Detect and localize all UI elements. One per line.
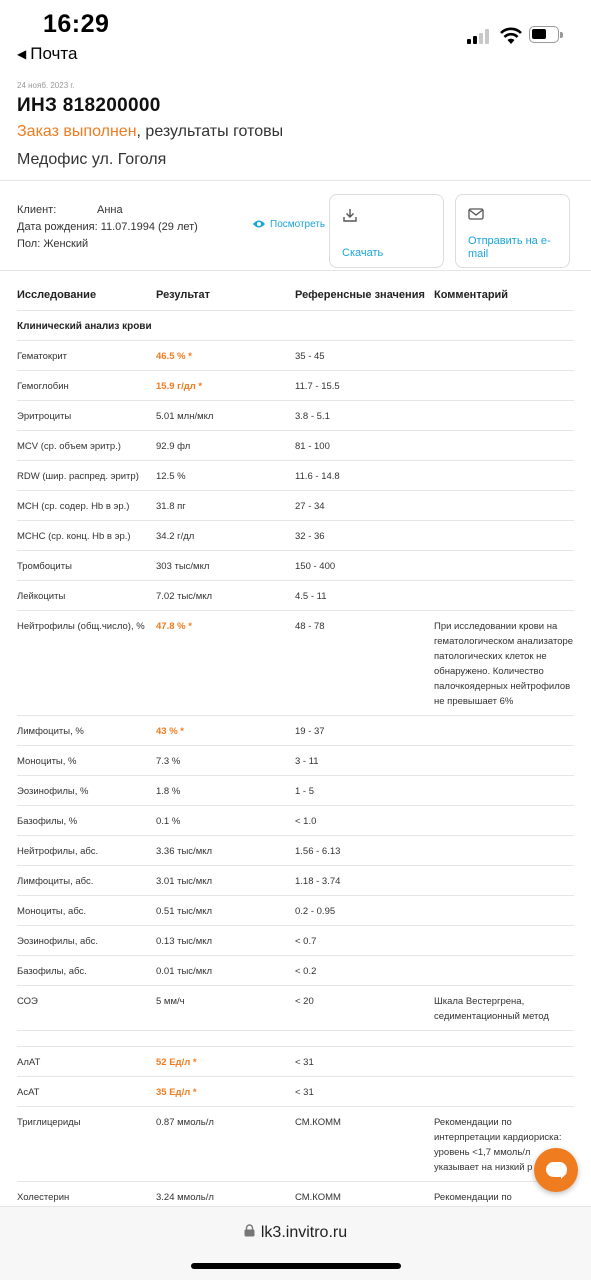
client-name-label: Клиент: — [17, 204, 57, 216]
cell-test-name: Тромбоциты — [17, 561, 72, 572]
cell-reference: < 1.0 — [295, 816, 317, 827]
client-info — [17, 202, 198, 253]
cell-result: 12.5 % — [156, 471, 186, 482]
table-row — [17, 1106, 574, 1181]
order-status — [17, 123, 283, 141]
cell-reference: 35 - 45 — [295, 351, 325, 362]
cell-result: 35 Ед/л * — [156, 1087, 197, 1098]
table-row — [17, 340, 574, 370]
status-time: 16:29 — [43, 10, 110, 38]
cell-result: 1.8 % — [156, 786, 181, 797]
signal-icon — [467, 28, 493, 44]
header-comment: Комментарий — [434, 289, 509, 301]
cell-reference: СМ.КОММ — [295, 1192, 341, 1203]
cell-result: 7.02 тыс/мкл — [156, 591, 213, 602]
header-test: Исследование — [17, 289, 97, 301]
cell-test-name: Эритроциты — [17, 411, 72, 422]
table-row — [17, 580, 574, 610]
back-arrow-icon: ◀ — [17, 47, 27, 61]
table-row — [17, 805, 574, 835]
order-status-highlight: Заказ выполнен — [17, 123, 137, 140]
table-row — [17, 985, 574, 1030]
divider — [17, 310, 574, 311]
url-display[interactable] — [0, 1224, 591, 1242]
cell-test-name: MCH (ср. содер. Hb в эр.) — [17, 501, 130, 512]
cell-result: 0.13 тыс/мкл — [156, 936, 213, 947]
cell-reference: 4.5 - 11 — [295, 591, 327, 602]
home-indicator[interactable] — [191, 1263, 401, 1269]
cell-test-name: Лимфоциты, абс. — [17, 876, 94, 887]
results-table — [17, 340, 574, 1209]
table-row — [17, 1181, 574, 1209]
cell-test-name: Моноциты, % — [17, 756, 77, 767]
table-row — [17, 490, 574, 520]
cell-reference: < 20 — [295, 996, 314, 1007]
cell-test-name: MCHC (ср. конц. Hb в эр.) — [17, 531, 131, 542]
table-row — [17, 370, 574, 400]
cell-reference: 0.2 - 0.95 — [295, 906, 336, 917]
preview-link[interactable] — [252, 219, 325, 230]
cell-test-name: СОЭ — [17, 996, 38, 1007]
cell-reference: 11.6 - 14.8 — [295, 471, 340, 482]
cell-test-name: АлАТ — [17, 1057, 41, 1068]
cell-result: 0.87 ммоль/л — [156, 1117, 214, 1128]
cell-test-name: Триглицериды — [17, 1117, 81, 1128]
preview-label: Посмотреть — [270, 219, 326, 230]
table-gap — [17, 1030, 574, 1046]
cell-comment: Шкала Вестергрена, седиментационный метод — [434, 996, 549, 1022]
table-row — [17, 775, 574, 805]
download-label: Скачать — [342, 247, 384, 259]
cell-result: 303 тыс/мкл — [156, 561, 210, 572]
cell-test-name: Нейтрофилы (общ.число), % — [17, 621, 145, 632]
cell-result: 3.01 тыс/мкл — [156, 876, 213, 887]
cell-test-name: Базофилы, % — [17, 816, 78, 827]
cell-result: 0.51 тыс/мкл — [156, 906, 213, 917]
section-title: Клинический анализ крови — [17, 321, 152, 332]
client-birth: Дата рождения: 11.07.1994 (29 лет) — [17, 221, 198, 233]
cell-test-name: Холестерин — [17, 1192, 70, 1203]
cell-result: 47.8 % * — [156, 621, 192, 632]
cell-test-name: АсАТ — [17, 1087, 40, 1098]
cell-reference: 1 - 5 — [295, 786, 315, 797]
cell-reference: 1.18 - 3.74 — [295, 876, 341, 887]
cell-result: 3.24 ммоль/л — [156, 1192, 214, 1203]
table-row — [17, 550, 574, 580]
cell-reference: 19 - 37 — [295, 726, 325, 737]
cell-result: 0.1 % — [156, 816, 181, 827]
lock-icon — [244, 1224, 255, 1237]
table-row — [17, 1076, 574, 1106]
table-row — [17, 955, 574, 985]
cell-test-name: Лимфоциты, % — [17, 726, 84, 737]
cell-reference: 3 - 11 — [295, 756, 319, 767]
send-email-button[interactable] — [455, 194, 570, 268]
cell-result: 5 мм/ч — [156, 996, 185, 1007]
table-row — [17, 430, 574, 460]
cell-reference: 150 - 400 — [295, 561, 336, 572]
table-row — [17, 925, 574, 955]
header-reference: Референсные значения — [295, 289, 425, 301]
order-number: ИНЗ 818200000 — [17, 95, 161, 116]
cell-reference: < 0.7 — [295, 936, 317, 947]
divider — [0, 180, 591, 181]
cell-reference: < 0.2 — [295, 966, 317, 977]
divider — [0, 270, 591, 271]
back-to-mail-button[interactable] — [17, 44, 77, 64]
cell-reference: < 31 — [295, 1057, 314, 1068]
cell-test-name: Эозинофилы, абс. — [17, 936, 98, 947]
cell-test-name: Базофилы, абс. — [17, 966, 87, 977]
table-row — [17, 745, 574, 775]
table-row — [17, 865, 574, 895]
order-status-rest: , результаты готовы — [136, 123, 284, 140]
cell-reference: < 31 — [295, 1087, 314, 1098]
cell-result: 92.9 фл — [156, 441, 191, 452]
cell-test-name: Моноциты, абс. — [17, 906, 87, 917]
download-icon — [342, 207, 358, 223]
cell-comment: Рекомендации по — [434, 1192, 512, 1203]
mail-icon — [468, 207, 484, 221]
cell-reference: 81 - 100 — [295, 441, 330, 452]
cell-reference: 11.7 - 15.5 — [295, 381, 340, 392]
cell-test-name: Нейтрофилы, абс. — [17, 846, 99, 857]
cell-result: 31.8 пг — [156, 501, 186, 512]
cell-result: 43 % * — [156, 726, 184, 737]
chat-button[interactable] — [534, 1148, 578, 1192]
client-sex: Пол: Женский — [17, 238, 89, 250]
table-row — [17, 1046, 574, 1076]
cell-result: 34.2 г/дл — [156, 531, 195, 542]
cell-comment: Рекомендации по интерпретации кардиориска: уровень <1,7 ммоль/л указывает на низкий р — [434, 1117, 562, 1173]
cell-test-name: Лейкоциты — [17, 591, 66, 602]
table-row — [17, 610, 574, 715]
table-row — [17, 895, 574, 925]
url-text: lk3.invitro.ru — [260, 1224, 348, 1241]
cell-test-name: Эозинофилы, % — [17, 786, 89, 797]
client-name: Анна — [97, 204, 123, 216]
cell-result: 46.5 % * — [156, 351, 192, 362]
cell-result: 3.36 тыс/мкл — [156, 846, 213, 857]
table-row — [17, 520, 574, 550]
battery-icon — [529, 26, 559, 43]
browser-address-bar — [0, 1206, 591, 1280]
table-row — [17, 400, 574, 430]
cell-reference: 32 - 36 — [295, 531, 325, 542]
cell-reference: 1.56 - 6.13 — [295, 846, 341, 857]
cell-test-name: MCV (ср. объем эритр.) — [17, 441, 121, 452]
table-row — [17, 835, 574, 865]
order-office: Медофис ул. Гоголя — [17, 151, 167, 168]
cell-test-name: Гематокрит — [17, 351, 68, 362]
cell-result: 5.01 млн/мкл — [156, 411, 214, 422]
cell-comment: При исследовании крови на гематологическом анализаторе патологических клеток не обнаружено. Количество палочкоядерных нейтрофилов не превышает 6% — [434, 621, 574, 707]
download-button[interactable] — [329, 194, 444, 268]
back-app-label: Почта — [30, 44, 78, 63]
table-row — [17, 460, 574, 490]
cell-result: 52 Ед/л * — [156, 1057, 197, 1068]
eye-icon — [252, 219, 266, 229]
cell-test-name: RDW (шир. распред. эритр) — [17, 471, 139, 482]
cell-reference: 27 - 34 — [295, 501, 325, 512]
cell-result: 0.01 тыс/мкл — [156, 966, 213, 977]
table-row — [17, 715, 574, 745]
cell-result: 7.3 % — [156, 756, 181, 767]
cell-reference: СМ.КОММ — [295, 1117, 341, 1128]
send-email-label: Отправить на e-mail — [468, 235, 551, 260]
status-bar — [0, 0, 591, 70]
cell-result: 15.9 г/дл * — [156, 381, 203, 392]
cell-reference: 48 - 78 — [295, 621, 325, 632]
order-date: 24 нояб. 2023 г. — [17, 81, 75, 90]
header-result: Результат — [156, 289, 211, 301]
cell-test-name: Гемоглобин — [17, 381, 69, 392]
cell-reference: 3.8 - 5.1 — [295, 411, 330, 422]
wifi-icon — [499, 25, 523, 45]
